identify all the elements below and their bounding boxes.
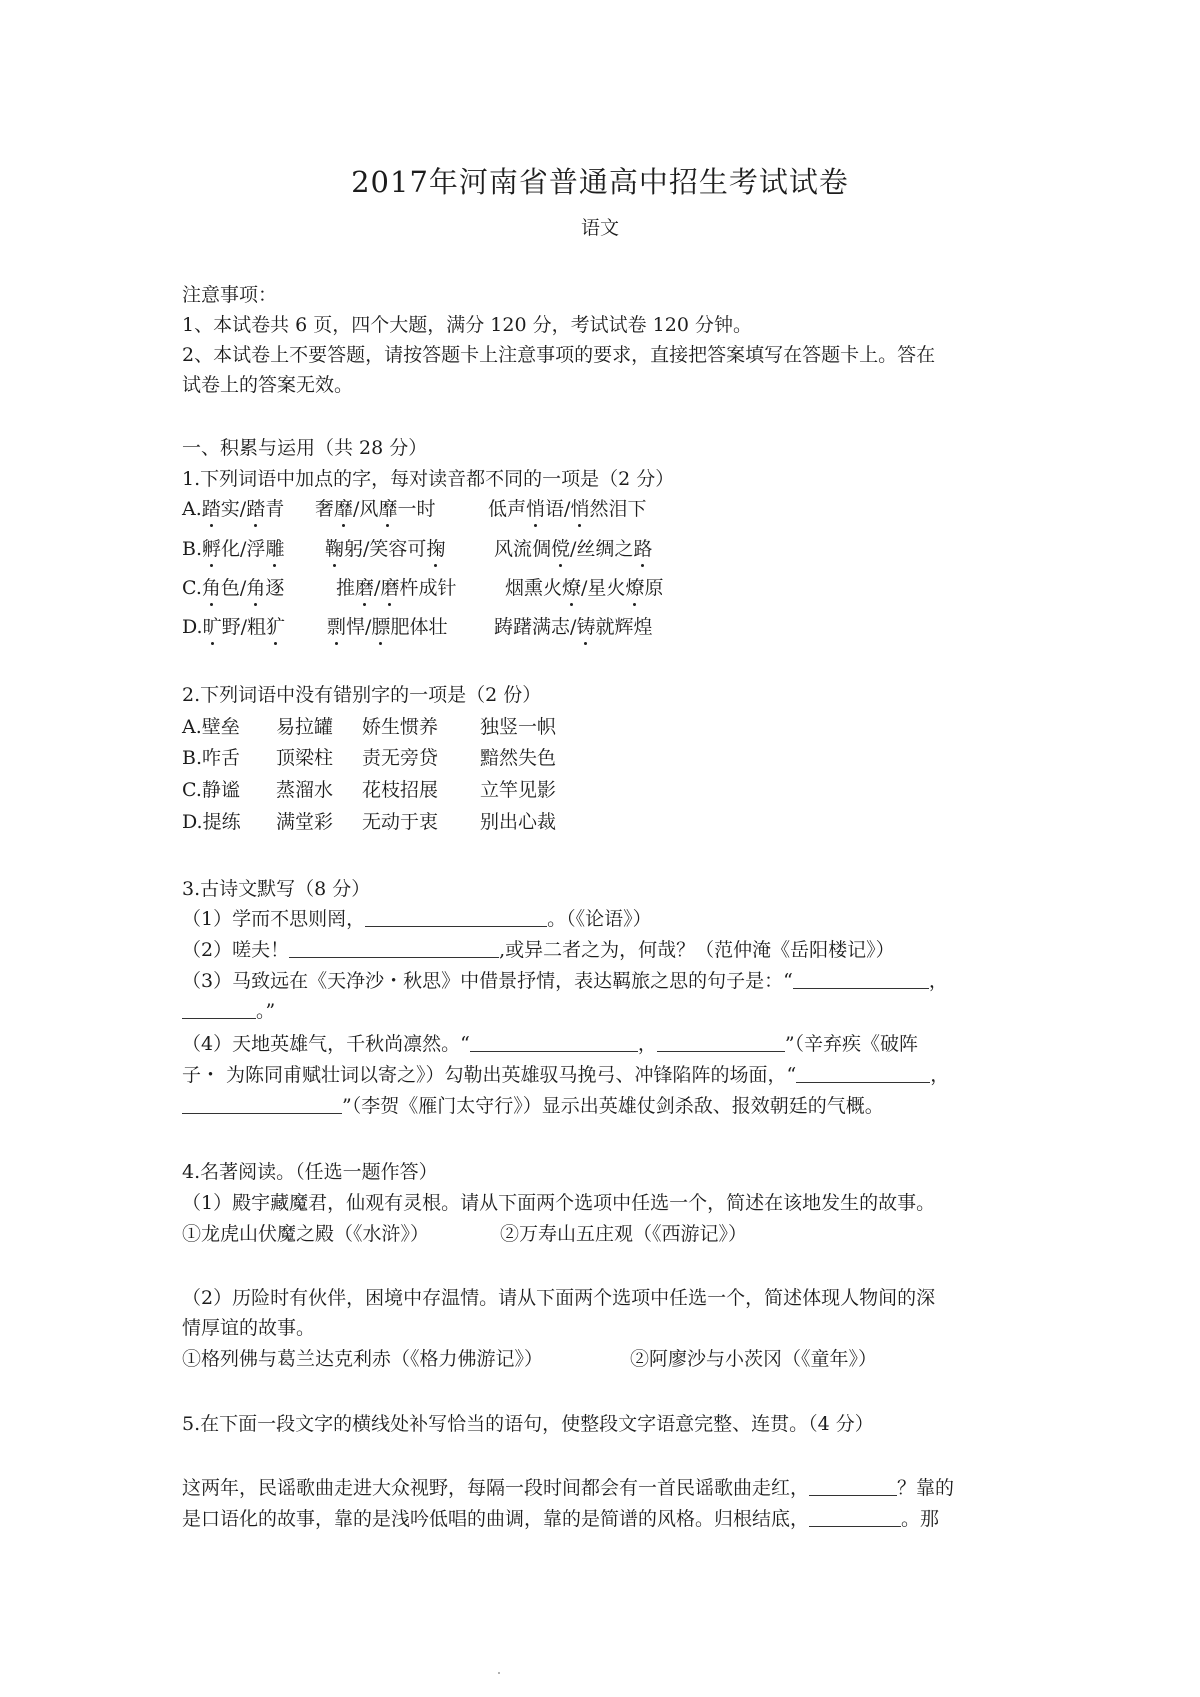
q3-part-4-line-2: 子・ 为陈同甫赋壮词以寄之》）勾勒出英雄驭马挽弓、冲锋陷阵的场面，“ ， [182, 1064, 950, 1086]
q3-part-4-line-3: ”（李贺《雁门太守行》）显示出英雄仗剑杀敌、报效朝廷的气概。 [182, 1093, 884, 1119]
q4-sub-1: （1）殿宇藏魔君，仙观有灵根。请从下面两个选项中任选一个，简述在该地发生的故事。 [182, 1192, 936, 1214]
q3-blank-3 [793, 968, 929, 989]
q4-sub-2-line-1: （2）历险时有伙伴，困境中存温情。请从下面两个选项中任选一个，简述体现人物间的深 [182, 1287, 936, 1309]
q2-option-b-3: 责无旁贷 [362, 747, 439, 769]
q3-blank-2 [289, 937, 499, 958]
notice-item-2-line-2: 试卷上的答案无效。 [182, 374, 354, 396]
q3-blank-1 [365, 906, 547, 927]
q1-option-c: C.角色/角逐 [182, 577, 285, 599]
q4-sub-1-option-2: ②万寿山五庄观（《西游记》） [500, 1223, 748, 1245]
q2-option-a-3: 娇生惯养 [362, 716, 439, 738]
section-1-heading: 一、积累与运用（共 28 分） [182, 437, 428, 459]
q1-option-d: D.旷野/粗犷 [182, 616, 286, 638]
q4-sub-2-option-2: ②阿廖沙与小茨冈（《童年》） [630, 1348, 878, 1370]
q5-passage-line-2: 是口语化的故事，靠的是浅吟低唱的曲调，靠的是简谱的风格。归根结底， 。那 [182, 1508, 940, 1530]
q3-blank-5 [470, 1031, 638, 1052]
exam-title: 2017年河南省普通高中招生考试试卷 [351, 165, 849, 199]
notice-heading: 注意事项： [182, 284, 278, 306]
q5-blank-2 [809, 1506, 901, 1527]
q1-stem: 1.下列词语中加点的字，每对读音都不同的一项是（2 分） [182, 468, 675, 490]
q1-option-b-word-2: 鞠躬/笑容可掬 [325, 538, 446, 560]
q3-part-3-line-1: （3）马致远在《天净沙・秋思》中借景抒情，表达羁旅之思的句子是：“ ， [182, 970, 948, 992]
q4-stem: 4.名著阅读。（任选一题作答） [182, 1161, 438, 1183]
q1-option-c-word-3: 烟熏火燎/星火燎原 [505, 577, 664, 599]
q2-option-a-1: A.壁垒 [182, 716, 240, 738]
q5-stem: 5.在下面一段文字的横线处补写恰当的语句，使整段文字语意完整、连贯。（4 分） [182, 1413, 874, 1435]
q2-option-b-4: 黯然失色 [480, 747, 557, 769]
q4-sub-2-option-1: ①格列佛与葛兰达克利赤（《格力佛游记》） [182, 1348, 544, 1370]
q2-option-d-3: 无动于衷 [362, 811, 439, 833]
q1-option-d-word-3: 踌躇满志/铸就辉煌 [494, 616, 653, 638]
q2-option-d-1: D.提练 [182, 811, 241, 833]
page-marker-dot [498, 1672, 500, 1674]
exam-subject: 语文 [580, 217, 619, 239]
q1-option-c-word-2: 推磨/磨杵成针 [336, 577, 457, 599]
q5-passage-line-1: 这两年，民谣歌曲走进大众视野，每隔一段时间都会有一首民谣歌曲走红， ？靠的 [182, 1477, 955, 1499]
q1-option-b-word-3: 风流倜傥/丝绸之路 [494, 538, 653, 560]
q1-option-a: A.踏实/踏青 [182, 498, 285, 520]
q1-option-d-word-2: 剽悍/膘肥体壮 [327, 616, 448, 638]
q2-option-c-1: C.静谧 [182, 779, 240, 801]
q3-part-2: （2）嗟夫！ ,或异二者之为，何哉？（范仲淹《岳阳楼记》） [182, 939, 895, 961]
q2-option-d-4: 别出心裁 [480, 811, 557, 833]
q4-sub-2-line-2: 情厚谊的故事。 [182, 1317, 316, 1339]
q3-blank-6 [657, 1031, 785, 1052]
q3-blank-4 [182, 998, 256, 1019]
q4-sub-1-option-1: ①龙虎山伏魔之殿（《水浒》） [182, 1223, 430, 1245]
q2-option-a-4: 独竖一帜 [480, 716, 557, 738]
q2-option-b-1: B.咋舌 [182, 747, 241, 769]
q1-option-a-word-3: 低声悄语/悄然泪下 [488, 498, 647, 520]
q2-option-b-2: 顶梁柱 [276, 747, 334, 769]
q5-blank-1 [809, 1475, 897, 1496]
q1-option-a-word-2: 奢靡/风靡一时 [315, 498, 436, 520]
q1-option-b: B.孵化/浮雕 [182, 538, 285, 560]
q2-option-c-4: 立竿见影 [480, 779, 557, 801]
q2-option-d-2: 满堂彩 [276, 811, 334, 833]
q3-blank-8 [182, 1093, 342, 1114]
q2-stem: 2.下列词语中没有错别字的一项是（2 份） [182, 684, 542, 706]
q3-part-3-line-2: 。” [182, 998, 275, 1024]
q3-stem: 3.古诗文默写（8 分） [182, 878, 371, 900]
q2-option-c-2: 蒸溜水 [276, 779, 334, 801]
notice-item-2-line-1: 2、本试卷上不要答题，请按答题卡上注意事项的要求，直接把答案填写在答题卡上。答在 [182, 344, 936, 366]
q2-option-c-3: 花枝招展 [362, 779, 439, 801]
q3-blank-7 [796, 1062, 930, 1083]
q2-option-a-2: 易拉罐 [276, 716, 334, 738]
notice-item-1: 1、本试卷共 6 页，四个大题，满分 120 分，考试试卷 120 分钟。 [182, 314, 752, 336]
q3-part-1: （1）学而不思则罔， 。（《论语》） [182, 908, 652, 930]
q3-part-4-line-1: （4）天地英雄气，千秋尚凛然。“ ， ”（辛弃疾《破阵 [182, 1033, 919, 1055]
